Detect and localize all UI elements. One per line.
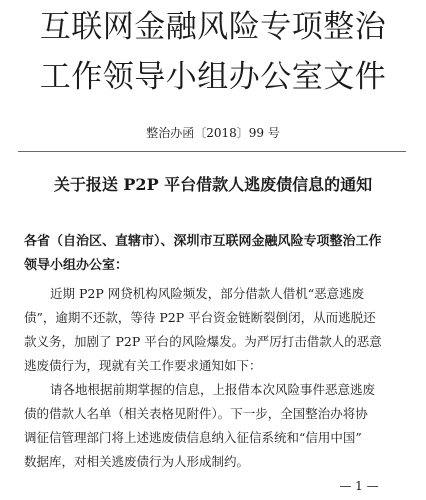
paragraph-2-line-3: 调征信管理部门将上述逃废债信息纳入征信系统和“信用中国” — [24, 430, 362, 445]
addressee-line2: 领导小组办公室： — [24, 258, 129, 273]
paragraph-1-line-3: 款义务，加剧了 P2P 平台的风险爆发。为严厉打击借款人的恶意 — [24, 334, 382, 349]
addressee — [24, 230, 406, 278]
addressee-line1: 各省（自治区、直辖市）、深圳市互联网金融风险专项整治工作 — [24, 234, 382, 249]
notice-title: 关于报送 P2P 平台借款人逃废债信息的通知 — [53, 175, 373, 194]
header-title-line1: 互联网金融风险专项整治 — [39, 9, 387, 45]
paragraph-1-line-1: 近期 P2P 网贷机构风险频发，部分借款人借机“恶意逃废 — [50, 286, 365, 301]
paragraph-1-line-4: 逃废债行为，现就有关工作要求通知如下： — [24, 358, 262, 373]
paragraph-2-line-1: 请各地根据前期掌握的信息，上报借本次风险事件恶意逃废 — [50, 382, 376, 397]
paragraph-2-line-4: 数据库，对相关逃废债行为人形成制约。 — [24, 454, 250, 469]
page-number: — 1 — — [339, 479, 379, 493]
header-title-line2: 工作领导小组办公室文件 — [39, 59, 387, 95]
header-divider — [18, 151, 406, 152]
paragraph-1 — [24, 282, 406, 378]
paragraph-2 — [24, 378, 406, 474]
document-number: 整治办函〔2018〕99 号 — [146, 126, 280, 140]
paragraph-1-line-2: 债”，逾期不还款，等待 P2P 平台资金链断裂倒闭，从而逃脱还 — [24, 310, 376, 325]
paragraph-2-line-2: 债的借款人名单（相关表格见附件）。下一步，全国整治办将协 — [24, 406, 368, 421]
